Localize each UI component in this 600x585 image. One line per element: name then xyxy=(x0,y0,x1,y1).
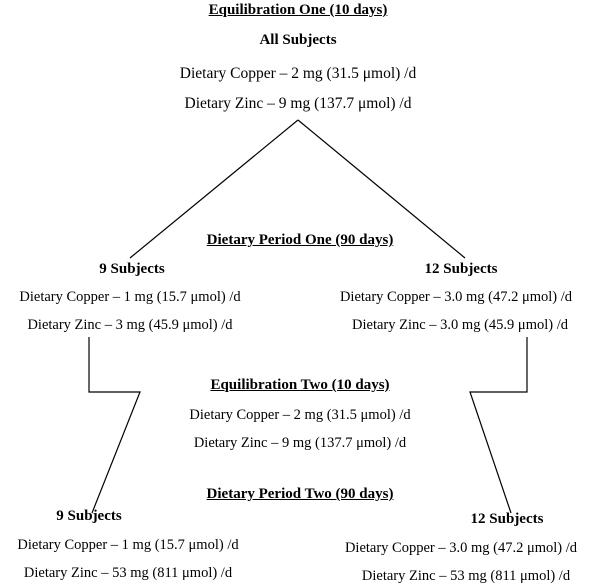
equilibration-one-zinc: Dietary Zinc – 9 mg (137.7 μmol) /d xyxy=(184,95,412,112)
all-subjects-label: All Subjects xyxy=(259,32,337,48)
period-one-right-group: 12 Subjects xyxy=(424,261,498,277)
period-two-left-group: 9 Subjects xyxy=(56,508,122,524)
dietary-period-two-title: Dietary Period Two (90 days) xyxy=(206,486,394,502)
period-two-left-copper: Dietary Copper – 1 mg (15.7 μmol) /d xyxy=(17,537,239,553)
equilibration-two-zinc: Dietary Zinc – 9 mg (137.7 μmol) /d xyxy=(193,435,407,451)
equilibration-two-title: Equilibration Two (10 days) xyxy=(210,377,390,393)
dietary-period-one-title: Dietary Period One (90 days) xyxy=(206,232,394,248)
period-one-right-zinc: Dietary Zinc – 3.0 mg (45.9 μmol) /d xyxy=(352,317,568,333)
equilibration-one-copper: Dietary Copper – 2 mg (31.5 μmol) /d xyxy=(179,65,417,82)
period-one-left-copper: Dietary Copper – 1 mg (15.7 μmol) /d xyxy=(19,289,241,305)
period-two-right-group: 12 Subjects xyxy=(470,511,544,527)
equilibration-one-title: Equilibration One (10 days) xyxy=(208,2,388,18)
period-two-left-zinc: Dietary Zinc – 53 mg (811 μmol) /d xyxy=(23,565,233,581)
period-one-right-copper: Dietary Copper – 3.0 mg (47.2 μmol) /d xyxy=(339,289,573,305)
period-two-right-zinc: Dietary Zinc – 53 mg (811 μmol) /d xyxy=(361,568,571,584)
connector-right-to-eq2-to-right xyxy=(470,337,527,513)
period-one-left-group: 9 Subjects xyxy=(99,261,165,277)
equilibration-two-copper: Dietary Copper – 2 mg (31.5 μmol) /d xyxy=(189,407,411,423)
period-two-right-copper: Dietary Copper – 3.0 mg (47.2 μmol) /d xyxy=(344,540,578,556)
connector-left-to-eq2-to-left xyxy=(89,337,140,513)
period-one-left-zinc: Dietary Zinc – 3 mg (45.9 μmol) /d xyxy=(27,317,233,333)
